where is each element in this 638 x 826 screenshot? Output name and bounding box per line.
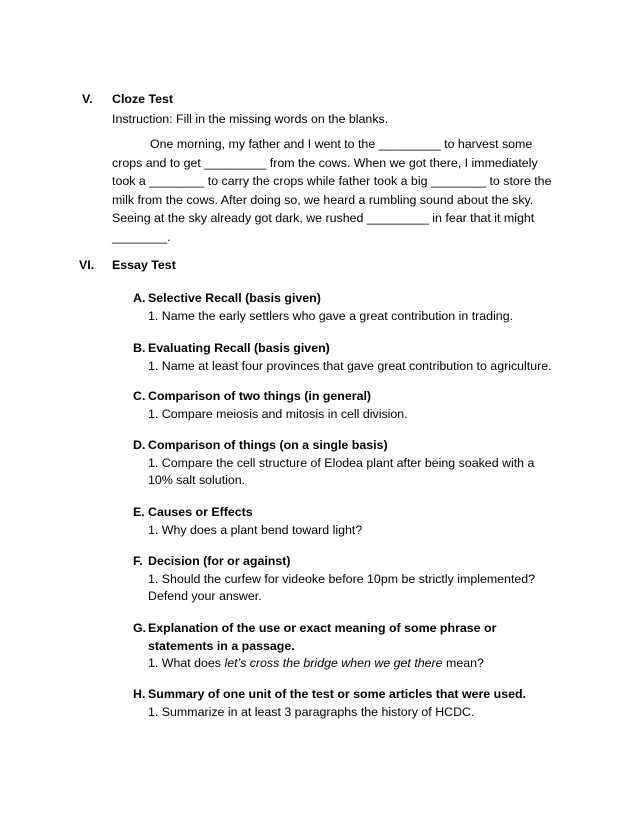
item-question: 1. What does let’s cross the bridge when we get there mean? — [148, 656, 484, 670]
paragraph-line: crops and to get _________ from the cows. When we got there, I immediately — [112, 155, 538, 170]
section-title-essay-test: Essay Test — [112, 258, 176, 272]
item-heading: H. Summary of one unit of the test or some articles that were used. — [133, 687, 526, 701]
paragraph-line: Seeing at the sky already got dark, we rushed _________ in fear that it might — [112, 211, 535, 226]
item-question-continued: Defend your answer. — [148, 589, 262, 603]
item-heading: D. Comparison of things (on a single basis) — [133, 438, 388, 452]
item-question: 1. Name the early settlers who gave a great contribution in trading. — [148, 308, 514, 323]
essay-item-b — [133, 340, 573, 375]
item-question-continued: 10% salt solution. — [148, 473, 246, 487]
essay-item-g — [133, 620, 573, 673]
essay-item-c — [133, 388, 573, 423]
section-title-cloze-test: Cloze Test — [112, 92, 174, 106]
essay-item-a — [133, 290, 573, 325]
item-heading: A. Selective Recall (basis given) — [133, 291, 321, 305]
item-question: 1. Summarize in at least 3 paragraphs the history of HCDC. — [148, 704, 475, 719]
paragraph-line: One morning, my father and I went to the _________ to harvest some — [150, 137, 533, 151]
item-question: 1. Why does a plant bend toward light? — [148, 522, 363, 537]
item-heading: E. Causes or Effects — [133, 505, 253, 519]
section-number-vi: VI. — [79, 258, 95, 272]
instruction-text: Instruction: Fill in the missing words on the blanks. — [112, 112, 389, 126]
item-heading: C. Comparison of two things (in general) — [133, 389, 372, 403]
essay-item-e — [133, 504, 573, 539]
item-heading: B. Evaluating Recall (basis given) — [133, 341, 330, 355]
essay-item-f — [133, 553, 573, 606]
item-heading: F. Decision (for or against) — [133, 554, 291, 568]
paragraph-line: milk from the cows. After doing so, we heard a rumbling sound about the sky. — [112, 192, 534, 207]
essay-item-h — [133, 686, 573, 721]
paragraph-line: took a ________ to carry the crops while father took a big ________ to store the — [112, 174, 552, 189]
paragraph-line: ________. — [112, 229, 171, 244]
item-question: 1. Name at least four provinces that gave great contribution to agriculture. — [148, 358, 552, 373]
item-question: 1. Should the curfew for videoke before 10pm be strictly implemented? — [148, 571, 536, 586]
idiom-phrase: let’s cross the bridge when we get there — [224, 656, 443, 670]
item-heading: G. Explanation of the use or exact meaning of some phrase or — [133, 621, 497, 635]
item-heading-continued: statements in a passage. — [148, 638, 295, 653]
cloze-paragraph — [112, 135, 560, 247]
item-question: 1. Compare meiosis and mitosis in cell division. — [148, 406, 408, 421]
item-question: 1. Compare the cell structure of Elodea plant after being soaked with a — [148, 455, 535, 470]
essay-item-d — [133, 437, 573, 490]
section-number-v: V. — [82, 92, 93, 106]
